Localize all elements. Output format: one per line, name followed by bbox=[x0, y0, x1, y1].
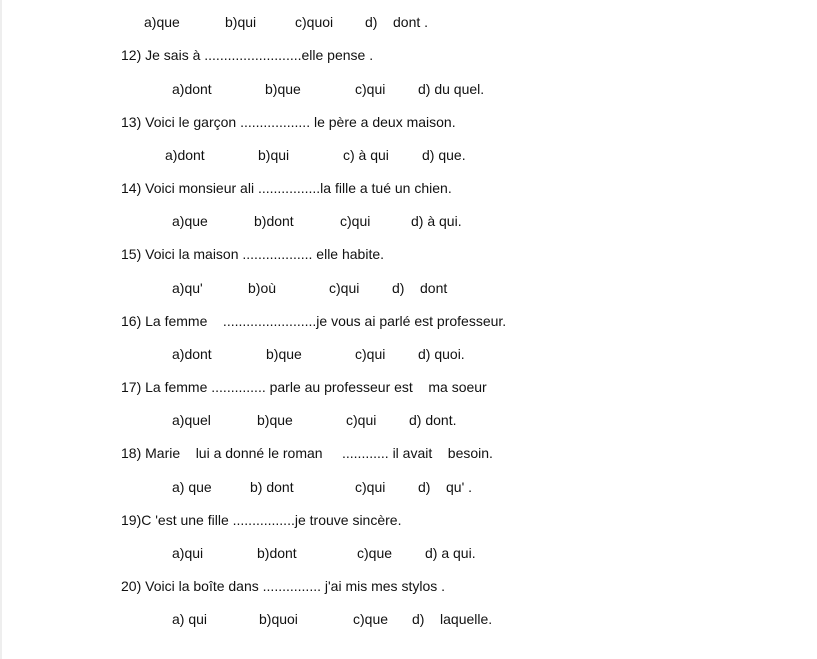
option-a: a)quel bbox=[172, 412, 211, 428]
question-20: 20) Voici la boîte dans ............... j'ai mis mes stylos . bbox=[121, 578, 446, 594]
option-c: c)qui bbox=[355, 479, 386, 495]
question-19: 19)C 'est une fille ................je trouve sincère. bbox=[121, 512, 402, 528]
option-a: a)dont bbox=[165, 147, 205, 163]
option-a: a)qui bbox=[172, 545, 204, 561]
question-12: 12) Je sais à .........................elle pense . bbox=[121, 47, 374, 63]
option-b: b)quoi bbox=[259, 611, 298, 627]
question-16: 16) La femme ........................je vous ai parlé est professeur. bbox=[121, 313, 507, 329]
option-d: d) qu' . bbox=[418, 479, 473, 495]
option-b: b)que bbox=[266, 346, 302, 362]
option-d: d) du quel. bbox=[418, 81, 485, 97]
option-d: d) dont. bbox=[409, 412, 457, 428]
option-d: d) dont bbox=[392, 280, 448, 296]
option-d: d) a qui. bbox=[425, 545, 476, 561]
option-b: b)que bbox=[265, 81, 301, 97]
question-17: 17) La femme .............. parle au professeur est ma soeur bbox=[121, 379, 487, 395]
option-d: d) dont . bbox=[365, 14, 429, 30]
option-c: c)qui bbox=[355, 346, 386, 362]
option-d: d) quoi. bbox=[418, 346, 465, 362]
option-a: a) que bbox=[172, 479, 212, 495]
option-c: c)quoi bbox=[295, 14, 334, 30]
option-a: a)que bbox=[144, 14, 180, 30]
option-b: b)dont bbox=[254, 213, 294, 229]
option-a: a)que bbox=[172, 213, 208, 229]
question-14: 14) Voici monsieur ali ................la fille a tué un chien. bbox=[121, 180, 452, 196]
option-b: b)dont bbox=[257, 545, 297, 561]
page-left-edge bbox=[0, 0, 2, 659]
option-a: a)dont bbox=[172, 346, 212, 362]
option-c: c) à qui bbox=[343, 147, 389, 163]
option-c: c)qui bbox=[355, 81, 386, 97]
option-c: c)que bbox=[353, 611, 389, 627]
option-a: a)dont bbox=[172, 81, 212, 97]
question-13: 13) Voici le garçon .................. le père a deux maison. bbox=[121, 114, 456, 130]
option-b: b)qui bbox=[225, 14, 257, 30]
option-a: a) qui bbox=[172, 611, 208, 627]
option-d: d) que. bbox=[422, 147, 466, 163]
option-c: c)qui bbox=[346, 412, 377, 428]
option-b: b) dont bbox=[250, 479, 294, 495]
option-a: a)qu' bbox=[172, 280, 203, 296]
option-c: c)que bbox=[357, 545, 393, 561]
question-15: 15) Voici la maison .................. elle habite. bbox=[121, 246, 385, 262]
option-c: c)qui bbox=[329, 280, 360, 296]
option-d: d) laquelle. bbox=[412, 611, 493, 627]
option-b: b)où bbox=[248, 280, 277, 296]
question-18: 18) Marie lui a donné le roman ............ il avait besoin. bbox=[121, 445, 493, 461]
option-d: d) à qui. bbox=[411, 213, 462, 229]
option-b: b)que bbox=[257, 412, 293, 428]
option-b: b)qui bbox=[258, 147, 290, 163]
option-c: c)qui bbox=[340, 213, 371, 229]
